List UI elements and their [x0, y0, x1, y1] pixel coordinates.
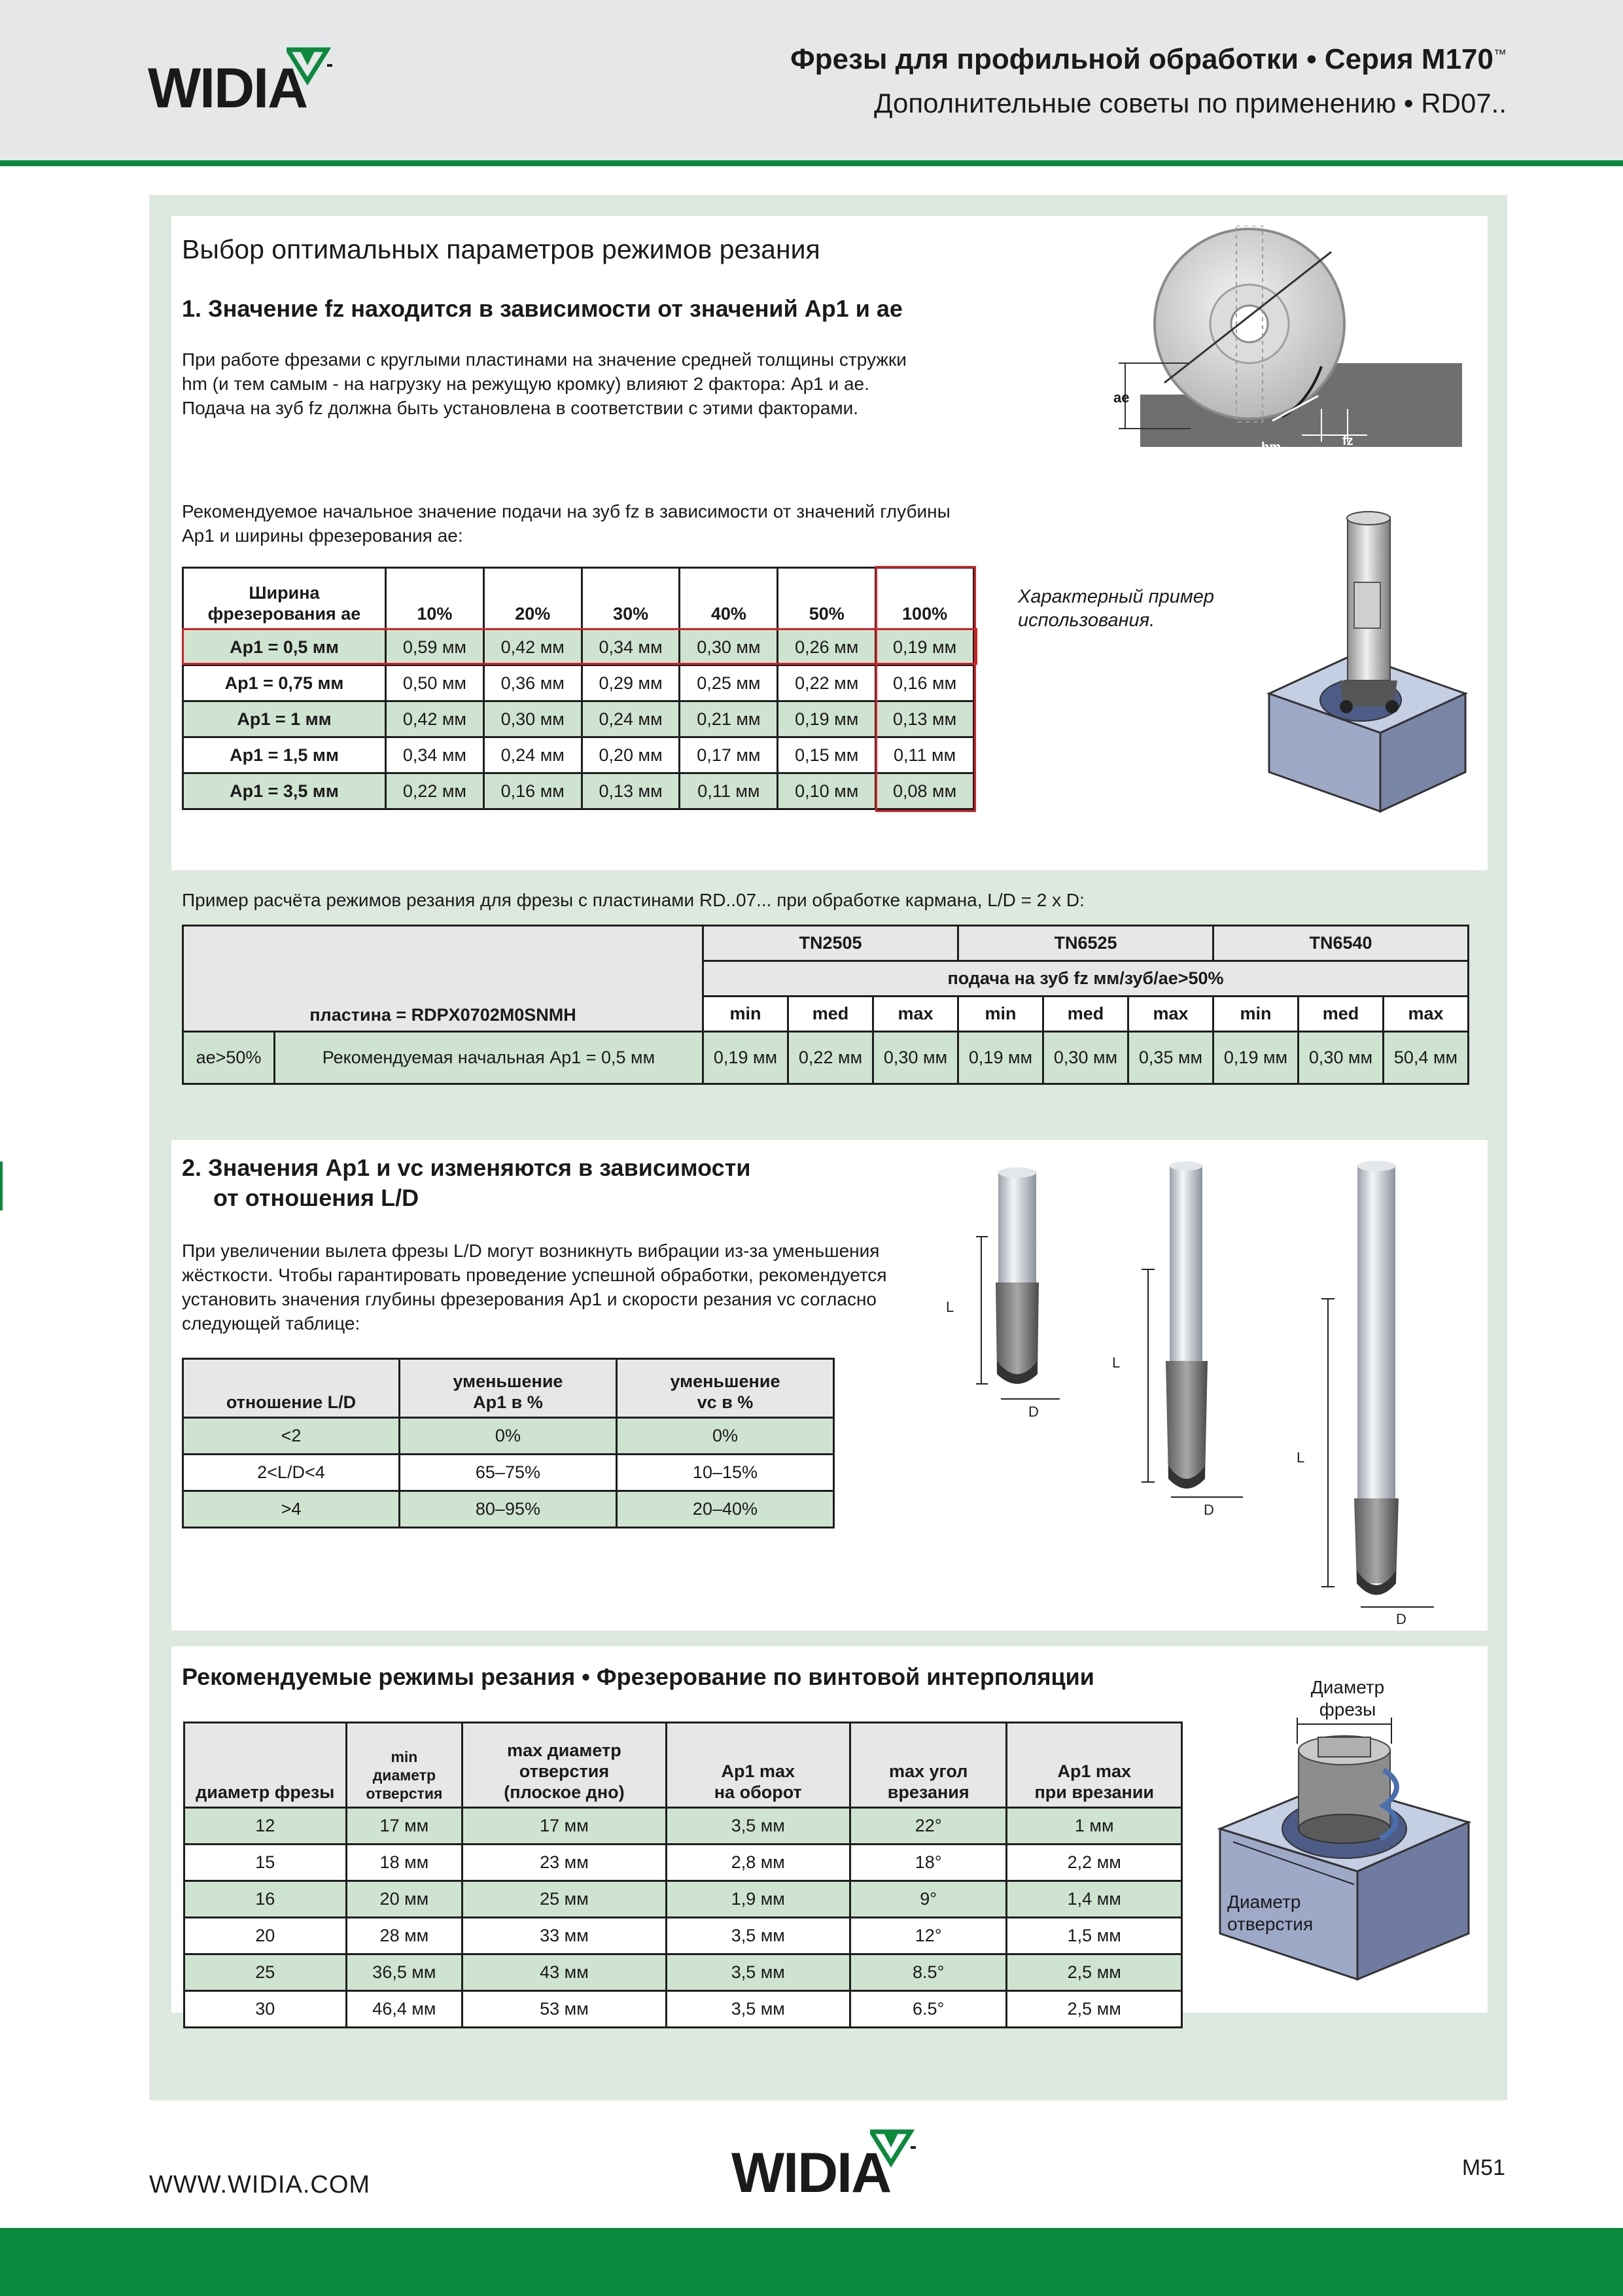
- cell: 0,22 мм: [788, 1032, 873, 1084]
- fz-col-header: 30%: [582, 568, 680, 629]
- helical-table: [183, 1722, 1183, 2028]
- cell: 0,30 мм: [680, 629, 778, 665]
- subcol-header: med: [1043, 997, 1128, 1032]
- fz-col-header: 50%: [778, 568, 876, 629]
- cell: 0,22 мм: [778, 665, 876, 701]
- logo-triangle-icon: [870, 2129, 917, 2168]
- cell: 0,19 мм: [703, 1032, 788, 1084]
- cell: 12: [184, 1808, 347, 1845]
- helical-header: max диаметр отверстия (плоское дно): [462, 1723, 666, 1808]
- dim-D-label: D: [1028, 1404, 1039, 1420]
- cell: 0,25 мм: [680, 665, 778, 701]
- cell: 2<L/D<4: [183, 1455, 400, 1491]
- label-line: Диаметр: [1310, 1677, 1385, 1697]
- row-label: Ap1 = 0,5 мм: [183, 629, 386, 665]
- grade-header: TN6540: [1213, 926, 1469, 961]
- cell: 0,20 мм: [582, 737, 680, 773]
- cell: 20–40%: [616, 1491, 833, 1528]
- cell: <2: [183, 1418, 400, 1455]
- dim-D-label: D: [1204, 1502, 1214, 1518]
- label-hole-diameter: [1227, 1891, 1313, 1935]
- cell: 0,30 мм: [873, 1032, 958, 1084]
- subcol-header: max: [873, 997, 958, 1032]
- dim-L-label: L: [1112, 1354, 1121, 1371]
- footer-band: [0, 2228, 1623, 2296]
- cell: 23 мм: [462, 1845, 666, 1881]
- helical-header: диаметр фрезы: [184, 1723, 347, 1808]
- cell: 2,5 мм: [1007, 1954, 1182, 1991]
- table-row: [183, 737, 974, 773]
- cell: 0,19 мм: [958, 1032, 1043, 1084]
- cell: 0,34 мм: [582, 629, 680, 665]
- label-line: отверстия: [1227, 1914, 1314, 1934]
- dim-L-label: L: [946, 1299, 954, 1315]
- insert-header: пластина = RDPX0702M0SNMH: [183, 926, 703, 1032]
- cell: 16: [184, 1881, 347, 1918]
- margin-tab: [0, 1161, 3, 1210]
- page-number: M51: [1461, 2155, 1505, 2180]
- cell: 0,24 мм: [483, 737, 582, 773]
- cell: 8.5°: [850, 1954, 1007, 1991]
- row-label: Ap1 = 3,5 мм: [183, 773, 386, 809]
- cell: 9°: [850, 1881, 1007, 1918]
- section1-heading: Выбор оптимальных параметров режимов резания: [182, 234, 820, 264]
- paragraph-line: При работе фрезами с круглыми пластинами на значение средней толщины стружки: [182, 349, 907, 370]
- cell: 17 мм: [346, 1808, 462, 1845]
- cell: 0,21 мм: [680, 701, 778, 737]
- cell: 10–15%: [616, 1455, 833, 1491]
- cell: 22°: [850, 1808, 1007, 1845]
- usage-caption: [1018, 585, 1214, 632]
- cell: 0,13 мм: [582, 773, 680, 809]
- engagement-diagram: [1106, 226, 1472, 461]
- label-cutter-diameter: [1269, 1676, 1426, 1721]
- cell: 3,5 мм: [666, 1808, 850, 1845]
- cell: 0,50 мм: [386, 665, 484, 701]
- cell: 2,5 мм: [1007, 1991, 1182, 2028]
- pocket-illustration: [1263, 510, 1472, 818]
- subcol-header: max: [1128, 997, 1213, 1032]
- row-label: Ap1 = 1,5 мм: [183, 737, 386, 773]
- intro-line: Ap1 и ширины фрезерования ae:: [182, 525, 463, 546]
- diagram-label-hm: hm: [1261, 440, 1281, 455]
- cell: 6.5°: [850, 1991, 1007, 2028]
- footer-url[interactable]: WWW.WIDIA.COM: [149, 2171, 371, 2199]
- cell: 0%: [616, 1418, 833, 1455]
- row-label: ae>50%: [183, 1032, 275, 1084]
- paragraph-line: При увеличении вылета фрезы L/D могут возникнуть вибрации из-за уменьшения: [182, 1241, 880, 1261]
- cell: 0,22 мм: [386, 773, 484, 809]
- intro-line: Рекомендуемое начальное значение подачи на зуб fz в зависимости от значений глубины: [182, 501, 951, 521]
- cell: 0,19 мм: [778, 701, 876, 737]
- cell: 0,59 мм: [386, 629, 484, 665]
- ld-header: уменьшение Ap1 в %: [399, 1359, 616, 1418]
- cell: 0,36 мм: [483, 665, 582, 701]
- cell: 53 мм: [462, 1991, 666, 2028]
- table-row: [183, 1032, 1469, 1084]
- cell: 1,9 мм: [666, 1881, 850, 1918]
- cell: 1,4 мм: [1007, 1881, 1182, 1918]
- dim-D-label: D: [1396, 1611, 1406, 1627]
- table-row: [184, 1808, 1182, 1845]
- cell: 80–95%: [399, 1491, 616, 1528]
- cell: 65–75%: [399, 1455, 616, 1491]
- section2-paragraph: [182, 1239, 887, 1335]
- cell: 17 мм: [462, 1808, 666, 1845]
- table-row: [183, 701, 974, 737]
- table-row: [183, 629, 974, 665]
- heading-line: 2. Значения Ap1 и vc изменяются в зависимости: [182, 1154, 751, 1181]
- cell: 1 мм: [1007, 1808, 1182, 1845]
- cell: 0,29 мм: [582, 665, 680, 701]
- table-row: [184, 1991, 1182, 2028]
- cell: 43 мм: [462, 1954, 666, 1991]
- cell: 50,4 мм: [1384, 1032, 1469, 1084]
- cell: 0,35 мм: [1128, 1032, 1213, 1084]
- cell: 0,30 мм: [483, 701, 582, 737]
- section3-heading: Рекомендуемые режимы резания • Фрезерование по винтовой интерполяции: [182, 1663, 1094, 1690]
- subcol-header: min: [1213, 997, 1299, 1032]
- cell: 0,19 мм: [1213, 1032, 1299, 1084]
- cell: 0,26 мм: [778, 629, 876, 665]
- section2-heading: [182, 1153, 750, 1213]
- cell: 25 мм: [462, 1881, 666, 1918]
- label-line: фрезы: [1319, 1699, 1376, 1720]
- logo-wordmark: WIDIA: [731, 2142, 891, 2204]
- heading-line: от отношения L/D: [213, 1184, 419, 1211]
- cell: 2,8 мм: [666, 1845, 850, 1881]
- table-row: [183, 1455, 834, 1491]
- helical-header: Ap1 max на оборот: [666, 1723, 850, 1808]
- cell: 0,19 мм: [876, 629, 974, 665]
- cell: 2,2 мм: [1007, 1845, 1182, 1881]
- cell: 20: [184, 1918, 347, 1954]
- fz-table-corner: Ширина фрезерования ae: [183, 568, 386, 629]
- helical-header: max угол врезания: [850, 1723, 1007, 1808]
- cell: 46,4 мм: [346, 1991, 462, 2028]
- subcol-header: min: [703, 997, 788, 1032]
- cell: 15: [184, 1845, 347, 1881]
- header-rule: [0, 160, 1623, 166]
- cell: 18°: [850, 1845, 1007, 1881]
- cell: 3,5 мм: [666, 1991, 850, 2028]
- subcol-header: med: [788, 997, 873, 1032]
- diagram-label-fz: fz: [1342, 434, 1353, 448]
- table-row: [184, 1845, 1182, 1881]
- paragraph-line: Подача на зуб fz должна быть установлена в соответствии с этими факторами.: [182, 398, 859, 418]
- table-row: [183, 665, 974, 701]
- cell: 3,5 мм: [666, 1954, 850, 1991]
- fz-col-header: 20%: [483, 568, 582, 629]
- fz-col-header: 100%: [876, 568, 974, 629]
- section1-paragraph: [182, 347, 907, 420]
- ld-header: отношение L/D: [183, 1359, 400, 1418]
- grade-header: TN6525: [958, 926, 1213, 961]
- table-row: [184, 1954, 1182, 1991]
- cell: 0,30 мм: [1043, 1032, 1128, 1084]
- cell: 18 мм: [346, 1845, 462, 1881]
- header-title: Фрезы для профильной обработки • Серия M170™: [790, 43, 1507, 75]
- fz-table-intro: [182, 499, 951, 548]
- cell: 25: [184, 1954, 347, 1991]
- row-desc: Рекомендуемая начальная Ap1 = 0,5 мм: [275, 1032, 703, 1084]
- paragraph-line: следующей таблице:: [182, 1313, 360, 1333]
- cell: 0,15 мм: [778, 737, 876, 773]
- ld-table: [182, 1358, 835, 1528]
- table-row: [183, 1491, 834, 1528]
- feed-header: подача на зуб fz мм/зуб/ae>50%: [703, 961, 1469, 997]
- cell: 0,34 мм: [386, 737, 484, 773]
- subcol-header: max: [1384, 997, 1469, 1032]
- grade-header: TN2505: [703, 926, 958, 961]
- example-table: [182, 925, 1469, 1085]
- cell: 0,42 мм: [483, 629, 582, 665]
- caption-line: использования.: [1018, 610, 1155, 631]
- helical-header: Ap1 max при врезании: [1007, 1723, 1182, 1808]
- cell: 0,16 мм: [876, 665, 974, 701]
- cell: 0,16 мм: [483, 773, 582, 809]
- ld-header: уменьшение vc в %: [616, 1359, 833, 1418]
- table-row: [184, 1881, 1182, 1918]
- caption-line: Характерный пример: [1018, 586, 1214, 607]
- cell: 28 мм: [346, 1918, 462, 1954]
- row-label: Ap1 = 0,75 мм: [183, 665, 386, 701]
- subcol-header: min: [958, 997, 1043, 1032]
- label-line: Диаметр: [1227, 1892, 1301, 1912]
- cell: 0,10 мм: [778, 773, 876, 809]
- cell: 1,5 мм: [1007, 1918, 1182, 1954]
- cell: 12°: [850, 1918, 1007, 1954]
- cell: 36,5 мм: [346, 1954, 462, 1991]
- cell: 0%: [399, 1418, 616, 1455]
- cell: 0,17 мм: [680, 737, 778, 773]
- logo-wordmark: WIDIA: [148, 57, 307, 120]
- cell: 33 мм: [462, 1918, 666, 1954]
- cell: 0,11 мм: [680, 773, 778, 809]
- diagram-label-ae: ae: [1113, 389, 1130, 406]
- cell: >4: [183, 1491, 400, 1528]
- fz-table: [182, 567, 975, 810]
- helical-header: min диаметр отверстия: [346, 1723, 462, 1808]
- cell: 30: [184, 1991, 347, 2028]
- paragraph-line: жёсткости. Чтобы гарантировать проведение успешной обработки, рекомендуется: [182, 1265, 887, 1285]
- cell: 0,24 мм: [582, 701, 680, 737]
- cell: 0,13 мм: [876, 701, 974, 737]
- table-row: [183, 1418, 834, 1455]
- table-row: [184, 1918, 1182, 1954]
- header-logo: [148, 47, 338, 119]
- section1-subheading: 1. Значение fz находится в зависимости от значений Ap1 и ae: [182, 295, 903, 322]
- fz-col-header: 10%: [386, 568, 484, 629]
- dim-L-label: L: [1297, 1449, 1305, 1466]
- example-intro: Пример расчёта режимов резания для фрезы с пластинами RD..07... при обработке кармана, L/D = 2 x D:: [182, 890, 1085, 910]
- cell: 0,08 мм: [876, 773, 974, 809]
- header-subtitle: Дополнительные советы по применению • RD07..: [874, 88, 1507, 118]
- row-label: Ap1 = 1 мм: [183, 701, 386, 737]
- logo-triangle-icon: [287, 47, 334, 86]
- table-row: [183, 773, 974, 809]
- cell: 0,30 мм: [1299, 1032, 1384, 1084]
- subcol-header: med: [1299, 997, 1384, 1032]
- cell: 20 мм: [346, 1881, 462, 1918]
- footer-logo: [731, 2127, 928, 2204]
- paragraph-line: установить значения глубины фрезерования Ap1 и скорости резания vc согласно: [182, 1289, 877, 1309]
- cell: 0,42 мм: [386, 701, 484, 737]
- cell: 0,11 мм: [876, 737, 974, 773]
- fz-col-header: 40%: [680, 568, 778, 629]
- helical-illustration: [1213, 1672, 1475, 1999]
- cell: 3,5 мм: [666, 1918, 850, 1954]
- paragraph-line: hm (и тем самым - на нагрузку на режущую кромку) влияют 2 фактора: Ap1 и ae.: [182, 374, 869, 394]
- end-mills-illustration: [922, 1152, 1485, 1636]
